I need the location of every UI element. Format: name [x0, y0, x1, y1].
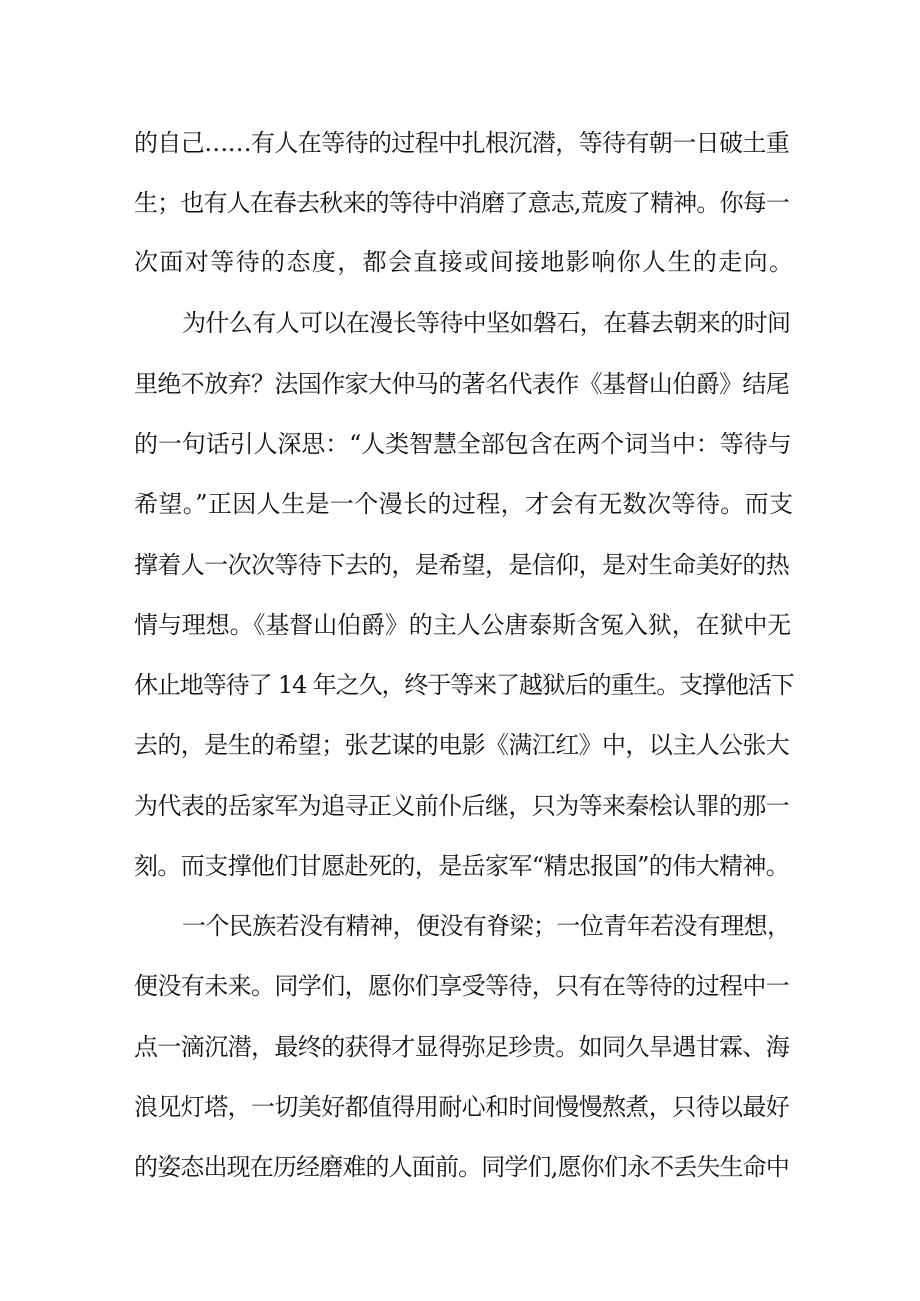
text-line: 情与理想。《基督山伯爵》的主人公唐泰斯含冤入狱，在狱中无 [134, 611, 792, 639]
text-line: 次面对等待的态度，都会直接或间接地影响你人生的走向。 [134, 248, 795, 276]
text-line: 的姿态出现在历经磨难的人面前。同学们,愿你们永不丢失生命中 [134, 1153, 789, 1181]
text-line: 为代表的岳家军为追寻正义前仆后继，只为等来秦桧认罪的那一 [134, 792, 790, 820]
text-line: 的自己……有人在等待的过程中扎根沉潜，等待有朝一日破土重 [134, 129, 790, 157]
text-line: 浪见灯塔，一切美好都值得用耐心和时间慢慢熬煮，只待以最好 [134, 1093, 790, 1121]
text-line: 希望。”正因人生是一个漫长的过程，才会有无数次等待。而支 [134, 490, 794, 518]
text-line: 点一滴沉潜，最终的获得才显得弥足珍贵。如同久旱遇甘霖、海 [134, 1033, 790, 1061]
text-line: 刻。而支撑他们甘愿赴死的，是岳家军“精忠报国”的伟大精神。 [134, 852, 790, 880]
text-line: 的一句话引人深思：“人类智慧全部包含在两个词当中：等待与 [134, 430, 792, 458]
paragraph-first-line: 为什么有人可以在漫长等待中坚如磐石，在暮去朝来的时间 [182, 309, 791, 337]
text-line: 撑着人一次次等待下去的，是希望，是信仰，是对生命美好的热 [134, 551, 790, 579]
text-line: 去的，是生的希望；张艺谋的电影《满江红》中，以主人公张大 [134, 731, 790, 759]
text-line: 生；也有人在春去秋来的等待中消磨了意志,荒废了精神。你每一 [134, 189, 789, 217]
text-line: 便没有未来。同学们，愿你们享受等待，只有在等待的过程中一 [134, 972, 790, 1000]
text-line: 休止地等待了 14 年之久，终于等来了越狱后的重生。支撑他活下 [134, 671, 794, 699]
text-line: 里绝不放弃？法国作家大仲马的著名代表作《基督山伯爵》结尾 [134, 370, 790, 398]
paragraph-first-line: 一个民族若没有精神，便没有脊梁；一位青年若没有理想， [182, 912, 791, 940]
